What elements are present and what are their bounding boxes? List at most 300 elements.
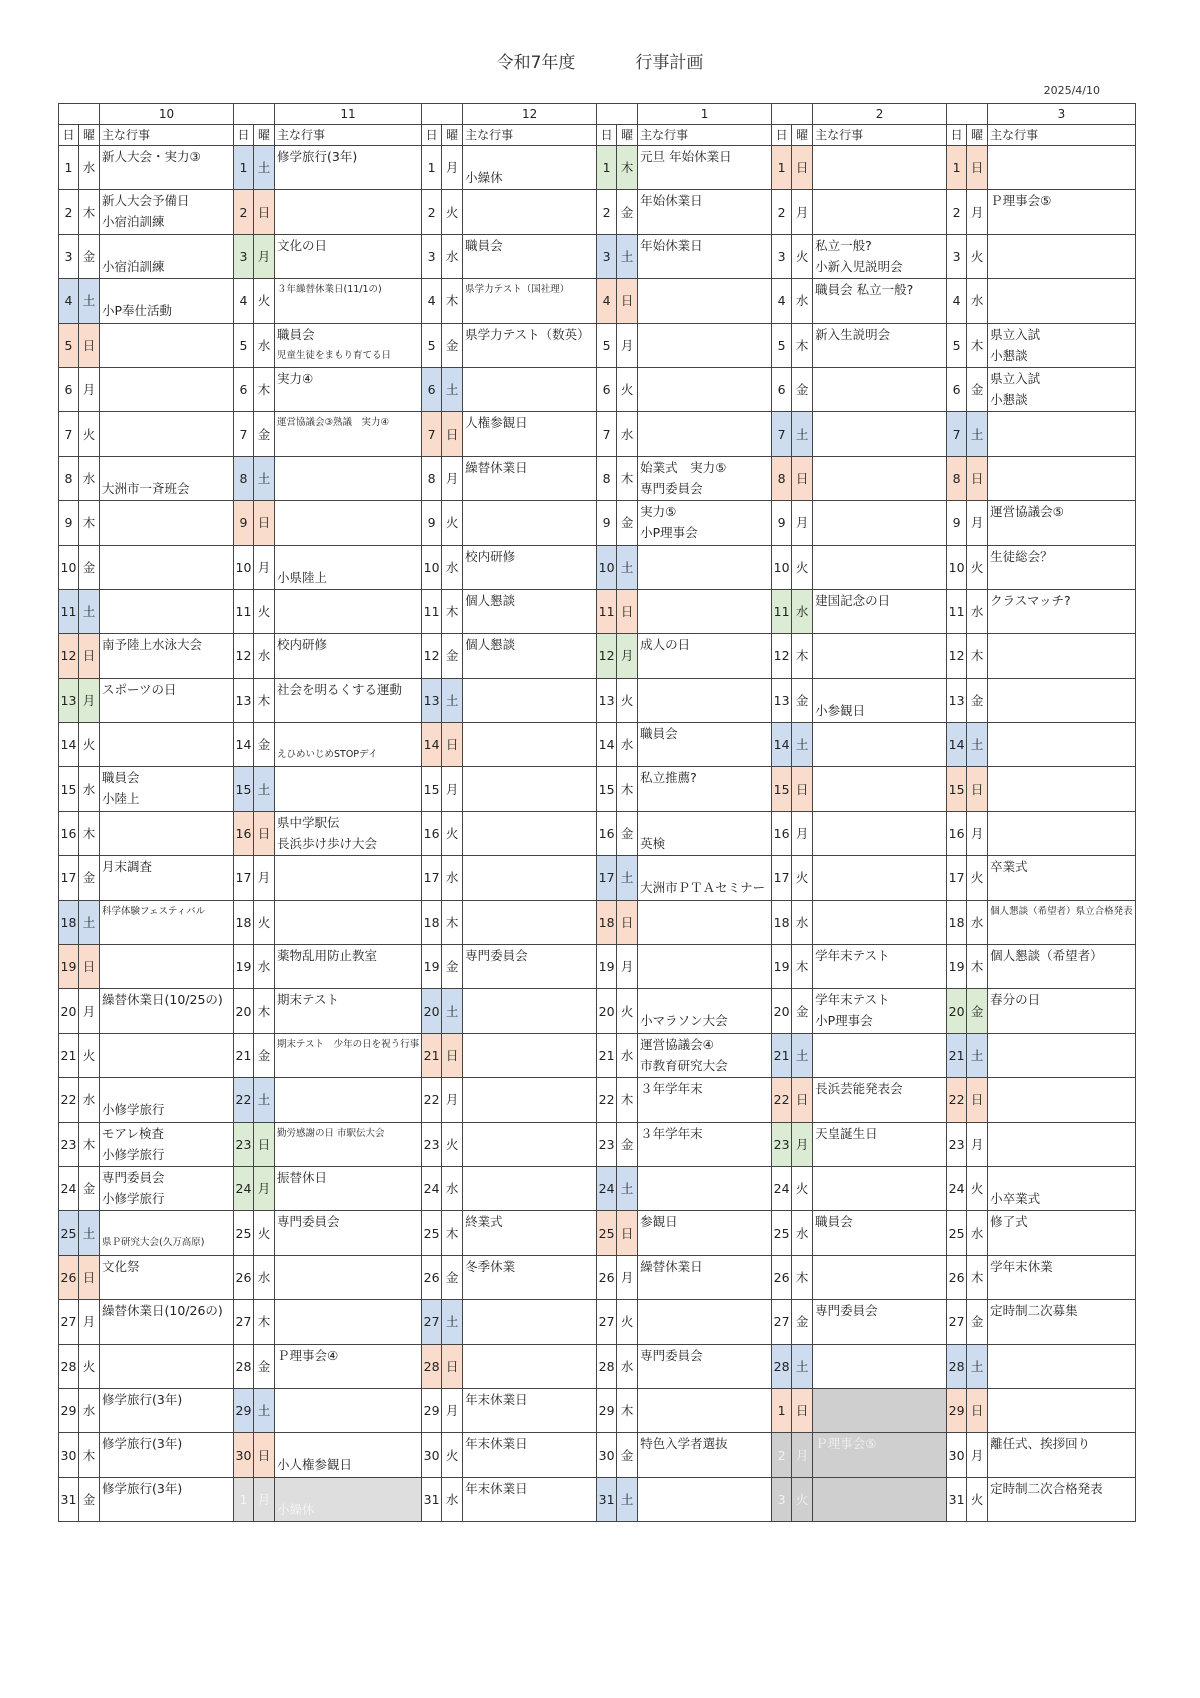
event-line-1: 私立一般? — [815, 237, 872, 253]
event-line-1: 参観日 — [640, 1214, 678, 1230]
events-cell — [638, 1122, 772, 1166]
event-line-1: 県中学駅伝 — [277, 814, 340, 830]
events-cell — [988, 1166, 1136, 1210]
event-line-2: 小マラソン大会 — [640, 1013, 728, 1029]
day-number: 13 — [422, 678, 442, 722]
weekday: 月 — [792, 501, 813, 545]
weekday: 火 — [79, 1033, 100, 1077]
event-line-2 — [640, 655, 769, 676]
event-line-1: 職員会 — [277, 326, 315, 342]
event-line-1 — [102, 279, 231, 300]
weekday: 月 — [792, 190, 813, 234]
event-line-2 — [640, 1232, 769, 1253]
event-line-1: Ｐ理事会⑤ — [990, 193, 1052, 209]
event-line-1 — [102, 945, 231, 966]
weekday: 水 — [442, 545, 463, 589]
calendar-row — [59, 900, 1136, 944]
event-line-1 — [990, 767, 1133, 788]
event-line-2 — [277, 1232, 419, 1253]
events-cell — [638, 1344, 772, 1388]
day-number: 3 — [597, 234, 617, 278]
events-cell — [100, 811, 234, 855]
event-line-1 — [990, 634, 1133, 655]
day-number: 9 — [422, 501, 442, 545]
day-number: 25 — [597, 1211, 617, 1255]
event-line-2 — [465, 1188, 594, 1209]
month-header-blank — [772, 104, 813, 125]
event-line-1 — [815, 1389, 944, 1410]
weekday: 土 — [254, 767, 275, 811]
events-cell — [813, 811, 947, 855]
event-line-1 — [990, 1034, 1133, 1055]
day-column-header: 日 — [597, 125, 617, 146]
event-line-1 — [815, 901, 944, 922]
events-cell — [275, 900, 422, 944]
event-line-1 — [990, 146, 1133, 167]
event-line-1 — [465, 146, 594, 167]
events-column-header: 主な行事 — [988, 125, 1136, 146]
event-line-2 — [465, 877, 594, 898]
event-line-1 — [102, 368, 231, 389]
event-line-1: 振替休日 — [277, 1169, 328, 1185]
event-line-2 — [640, 1366, 769, 1387]
day-number: 28 — [947, 1344, 967, 1388]
events-cell — [463, 412, 597, 456]
events-cell — [638, 634, 772, 678]
event-line-1: スポーツの日 — [102, 681, 177, 697]
events-cell — [813, 146, 947, 190]
event-line-2 — [277, 877, 419, 898]
event-line-2: 小卒業式 — [990, 1190, 1041, 1206]
day-number: 22 — [59, 1078, 79, 1122]
day-number: 12 — [422, 634, 442, 678]
weekday: 日 — [967, 146, 988, 190]
event-line-1 — [815, 146, 944, 167]
event-line-2 — [465, 567, 594, 588]
calendar-row — [59, 1344, 1136, 1388]
calendar-row — [59, 234, 1136, 278]
event-line-2 — [990, 1232, 1133, 1253]
event-line-2 — [640, 1410, 769, 1431]
event-line-2 — [990, 922, 1133, 943]
event-line-2 — [815, 1188, 944, 1209]
weekday: 水 — [442, 856, 463, 900]
day-number: 13 — [772, 678, 792, 722]
events-cell — [275, 1255, 422, 1299]
weekday: 月 — [617, 945, 638, 989]
event-line-1 — [640, 901, 769, 922]
weekday: 月 — [254, 856, 275, 900]
event-line-1: 職員会 私立一般? — [815, 282, 914, 298]
event-line-1 — [640, 279, 769, 300]
event-line-1 — [465, 1078, 594, 1099]
calendar-row — [59, 989, 1136, 1033]
weekday: 月 — [254, 545, 275, 589]
events-cell — [988, 279, 1136, 323]
events-cell — [275, 589, 422, 633]
month-header-blank — [422, 104, 463, 125]
events-cell — [275, 1211, 422, 1255]
weekday: 火 — [967, 856, 988, 900]
day-number: 30 — [947, 1433, 967, 1477]
event-line-1: 専門委員会 — [277, 1214, 340, 1230]
events-cell — [100, 589, 234, 633]
event-line-1: 運営協議会④ — [640, 1036, 714, 1052]
weekday: 水 — [967, 1211, 988, 1255]
events-column-header: 主な行事 — [813, 125, 947, 146]
weekday: 日 — [617, 900, 638, 944]
events-cell — [638, 1166, 772, 1210]
day-number: 18 — [772, 900, 792, 944]
event-line-2 — [815, 922, 944, 943]
events-cell — [988, 1344, 1136, 1388]
event-line-2 — [815, 1321, 944, 1342]
weekday: 木 — [967, 945, 988, 989]
events-cell — [100, 900, 234, 944]
event-line-2 — [990, 700, 1133, 721]
event-line-1 — [465, 1300, 594, 1321]
events-cell — [638, 1255, 772, 1299]
events-cell — [275, 1344, 422, 1388]
day-number: 17 — [59, 856, 79, 900]
events-cell — [813, 1033, 947, 1077]
event-line-2: 市教育研究大会 — [640, 1057, 728, 1073]
day-number: 30 — [422, 1433, 442, 1477]
event-line-1 — [815, 634, 944, 655]
event-line-1 — [990, 1389, 1133, 1410]
event-line-1 — [277, 590, 419, 611]
event-line-1: 修学旅行(3年) — [102, 1480, 183, 1496]
month-header-blank — [234, 104, 275, 125]
event-line-2 — [990, 478, 1133, 499]
weekday: 火 — [442, 501, 463, 545]
events-cell — [275, 1166, 422, 1210]
weekday: 土 — [617, 856, 638, 900]
event-line-1 — [465, 723, 594, 744]
day-number: 21 — [947, 1033, 967, 1077]
events-cell — [813, 456, 947, 500]
calendar-row — [59, 1033, 1136, 1077]
event-line-1: 月末調査 — [102, 859, 153, 875]
event-line-2 — [465, 1010, 594, 1031]
event-line-2 — [277, 211, 419, 232]
day-number: 10 — [947, 545, 967, 589]
day-number: 25 — [947, 1211, 967, 1255]
events-cell — [988, 811, 1136, 855]
events-cell — [813, 1122, 947, 1166]
weekday: 月 — [617, 323, 638, 367]
page-title — [0, 48, 1200, 73]
weekday: 火 — [967, 1477, 988, 1521]
day-number: 5 — [59, 323, 79, 367]
event-line-1 — [277, 546, 419, 567]
day-number: 18 — [597, 900, 617, 944]
day-number: 10 — [772, 545, 792, 589]
event-line-2 — [640, 788, 769, 809]
events-cell — [638, 989, 772, 1033]
day-number: 4 — [234, 279, 254, 323]
day-number: 24 — [422, 1166, 442, 1210]
event-line-1 — [640, 989, 769, 1010]
day-number: 11 — [422, 589, 442, 633]
day-number: 20 — [59, 989, 79, 1033]
events-cell — [100, 456, 234, 500]
event-line-1: 専門委員会 — [815, 1303, 878, 1319]
day-number: 15 — [947, 767, 967, 811]
event-line-2: 小宿泊訓練 — [102, 214, 165, 230]
events-cell — [275, 723, 422, 767]
event-line-1: 個人懇談 — [465, 637, 516, 653]
event-line-1 — [465, 679, 594, 700]
event-line-2 — [815, 1099, 944, 1120]
events-cell — [100, 1388, 234, 1432]
events-cell — [638, 678, 772, 722]
events-cell — [638, 1477, 772, 1521]
day-number: 27 — [772, 1300, 792, 1344]
event-line-2 — [465, 1454, 594, 1475]
day-number: 20 — [597, 989, 617, 1033]
event-line-1: 個人懇談（希望者）県立合格発表 — [990, 905, 1133, 917]
event-line-2 — [815, 211, 944, 232]
event-line-2 — [277, 1099, 419, 1120]
event-line-1: 勤労感謝の日 市駅伝大会 — [277, 1127, 385, 1139]
event-line-2 — [640, 1099, 769, 1120]
weekday: 土 — [967, 1033, 988, 1077]
day-number: 26 — [947, 1255, 967, 1299]
events-cell — [813, 501, 947, 545]
event-line-2 — [640, 256, 769, 277]
events-cell — [463, 1211, 597, 1255]
events-cell — [813, 1433, 947, 1477]
event-line-1 — [465, 1123, 594, 1144]
events-cell — [813, 723, 947, 767]
day-number: 13 — [947, 678, 967, 722]
events-cell — [463, 1300, 597, 1344]
weekday: 日 — [792, 146, 813, 190]
event-line-2 — [277, 389, 419, 410]
events-cell — [638, 367, 772, 411]
weekday: 金 — [617, 501, 638, 545]
event-line-1 — [815, 1478, 944, 1499]
event-line-1: 修学旅行(3年) — [102, 1436, 183, 1452]
events-cell — [988, 146, 1136, 190]
event-line-2 — [990, 877, 1133, 898]
event-line-1: 特色入学者選抜 — [640, 1436, 728, 1452]
day-number: 20 — [947, 989, 967, 1033]
event-line-1: 実力④ — [277, 370, 314, 386]
day-number: 15 — [59, 767, 79, 811]
weekday: 木 — [617, 146, 638, 190]
event-line-2 — [815, 167, 944, 188]
event-line-1 — [277, 501, 419, 522]
event-line-2 — [277, 611, 419, 632]
events-cell — [100, 1033, 234, 1077]
weekday: 月 — [442, 1388, 463, 1432]
day-number: 2 — [597, 190, 617, 234]
day-number: 1 — [947, 146, 967, 190]
weekday: 月 — [79, 1300, 100, 1344]
event-line-1: 学年末テスト — [815, 992, 890, 1008]
event-line-1: 修了式 — [990, 1214, 1028, 1230]
day-number: 27 — [234, 1300, 254, 1344]
events-cell — [100, 545, 234, 589]
event-line-2 — [102, 655, 231, 676]
events-cell — [463, 678, 597, 722]
day-number: 13 — [234, 678, 254, 722]
event-line-1 — [277, 723, 419, 744]
weekday: 木 — [254, 678, 275, 722]
day-number: 14 — [59, 723, 79, 767]
weekday: 木 — [617, 1388, 638, 1432]
events-cell — [275, 767, 422, 811]
event-line-1: Ｐ理事会④ — [277, 1347, 339, 1363]
day-number: 28 — [422, 1344, 442, 1388]
calendar-row — [59, 1122, 1136, 1166]
event-line-2 — [465, 1144, 594, 1165]
events-cell — [100, 1344, 234, 1388]
weekday: 水 — [792, 279, 813, 323]
events-cell — [275, 1388, 422, 1432]
events-cell — [275, 945, 422, 989]
events-cell — [463, 1388, 597, 1432]
event-line-2 — [640, 1188, 769, 1209]
day-number: 23 — [422, 1122, 442, 1166]
calendar-row — [59, 279, 1136, 323]
events-cell — [463, 945, 597, 989]
day-number: 5 — [234, 323, 254, 367]
event-line-2 — [102, 433, 231, 454]
events-cell — [813, 190, 947, 234]
day-number: 22 — [597, 1078, 617, 1122]
event-line-2 — [102, 833, 231, 854]
event-line-2 — [465, 1321, 594, 1342]
events-cell — [463, 501, 597, 545]
event-line-1: 年始休業日 — [640, 237, 703, 253]
weekday: 火 — [442, 1433, 463, 1477]
events-cell — [100, 279, 234, 323]
event-line-2 — [990, 833, 1133, 854]
events-cell — [100, 1300, 234, 1344]
weekday: 木 — [79, 1433, 100, 1477]
event-line-1: 専門委員会 — [465, 948, 528, 964]
events-cell — [638, 323, 772, 367]
events-cell — [988, 323, 1136, 367]
events-cell — [100, 1433, 234, 1477]
day-number: 1 — [234, 146, 254, 190]
events-cell — [100, 1255, 234, 1299]
day-number: 11 — [59, 589, 79, 633]
event-line-2: 小P奉仕活動 — [102, 303, 173, 319]
day-number: 14 — [422, 723, 442, 767]
calendar-row — [59, 723, 1136, 767]
calendar-row — [59, 456, 1136, 500]
events-cell — [988, 1433, 1136, 1477]
event-line-2: 小P理事会 — [640, 525, 698, 541]
weekday: 日 — [792, 767, 813, 811]
event-line-1 — [640, 812, 769, 833]
event-line-1 — [277, 1256, 419, 1277]
day-number: 15 — [234, 767, 254, 811]
events-cell — [988, 456, 1136, 500]
day-number: 28 — [597, 1344, 617, 1388]
events-cell — [988, 367, 1136, 411]
weekday: 金 — [254, 1344, 275, 1388]
day-number: 27 — [59, 1300, 79, 1344]
events-cell — [463, 1166, 597, 1210]
events-cell — [275, 456, 422, 500]
event-line-1 — [102, 546, 231, 567]
event-line-1: 修学旅行(3年) — [277, 149, 358, 164]
calendar-row — [59, 856, 1136, 900]
weekday: 日 — [79, 1255, 100, 1299]
event-line-2: 大洲市一斉班会 — [102, 480, 190, 496]
event-line-1 — [465, 901, 594, 922]
event-line-1 — [640, 945, 769, 966]
events-cell — [638, 1433, 772, 1477]
event-line-1 — [465, 812, 594, 833]
weekday: 月 — [967, 190, 988, 234]
event-line-2 — [465, 966, 594, 987]
events-cell — [813, 367, 947, 411]
event-line-1: 繰替休業日(10/26の) — [102, 1303, 223, 1319]
day-column-header: 日 — [772, 125, 792, 146]
event-line-2 — [277, 1144, 419, 1165]
events-column-header: 主な行事 — [463, 125, 597, 146]
event-line-1 — [640, 368, 769, 389]
weekday: 水 — [79, 146, 100, 190]
weekday: 火 — [254, 279, 275, 323]
day-number: 22 — [772, 1078, 792, 1122]
weekday: 金 — [79, 856, 100, 900]
event-line-1: クラスマッチ? — [990, 592, 1071, 608]
day-number: 19 — [59, 945, 79, 989]
event-line-1 — [465, 1345, 594, 1366]
event-line-2 — [815, 1232, 944, 1253]
weekday: 土 — [442, 367, 463, 411]
weekday: 土 — [617, 545, 638, 589]
day-number: 7 — [947, 412, 967, 456]
events-cell — [275, 1033, 422, 1077]
weekday: 土 — [254, 146, 275, 190]
weekday: 水 — [442, 234, 463, 278]
event-line-2 — [102, 1321, 231, 1342]
event-line-2 — [990, 1055, 1133, 1076]
weekday: 火 — [792, 1166, 813, 1210]
weekday: 木 — [442, 900, 463, 944]
day-number: 21 — [597, 1033, 617, 1077]
events-cell — [275, 989, 422, 1033]
event-line-1 — [465, 767, 594, 788]
event-line-2 — [277, 1010, 419, 1031]
event-line-2 — [102, 167, 231, 188]
events-cell — [988, 501, 1136, 545]
event-line-1 — [815, 723, 944, 744]
event-line-1: 修学旅行(3年) — [102, 1391, 183, 1407]
events-cell — [638, 456, 772, 500]
weekday: 金 — [792, 678, 813, 722]
event-line-2 — [815, 433, 944, 454]
event-line-1: 運営協議会⑤ — [990, 504, 1064, 520]
weekday: 火 — [792, 545, 813, 589]
weekday: 日 — [79, 945, 100, 989]
day-number: 14 — [597, 723, 617, 767]
event-line-1: 専門委員会 — [102, 1169, 165, 1185]
day-number: 20 — [772, 989, 792, 1033]
weekday: 水 — [792, 900, 813, 944]
month-header: 2 — [813, 104, 947, 125]
event-line-2 — [990, 167, 1133, 188]
event-line-1 — [102, 412, 231, 433]
